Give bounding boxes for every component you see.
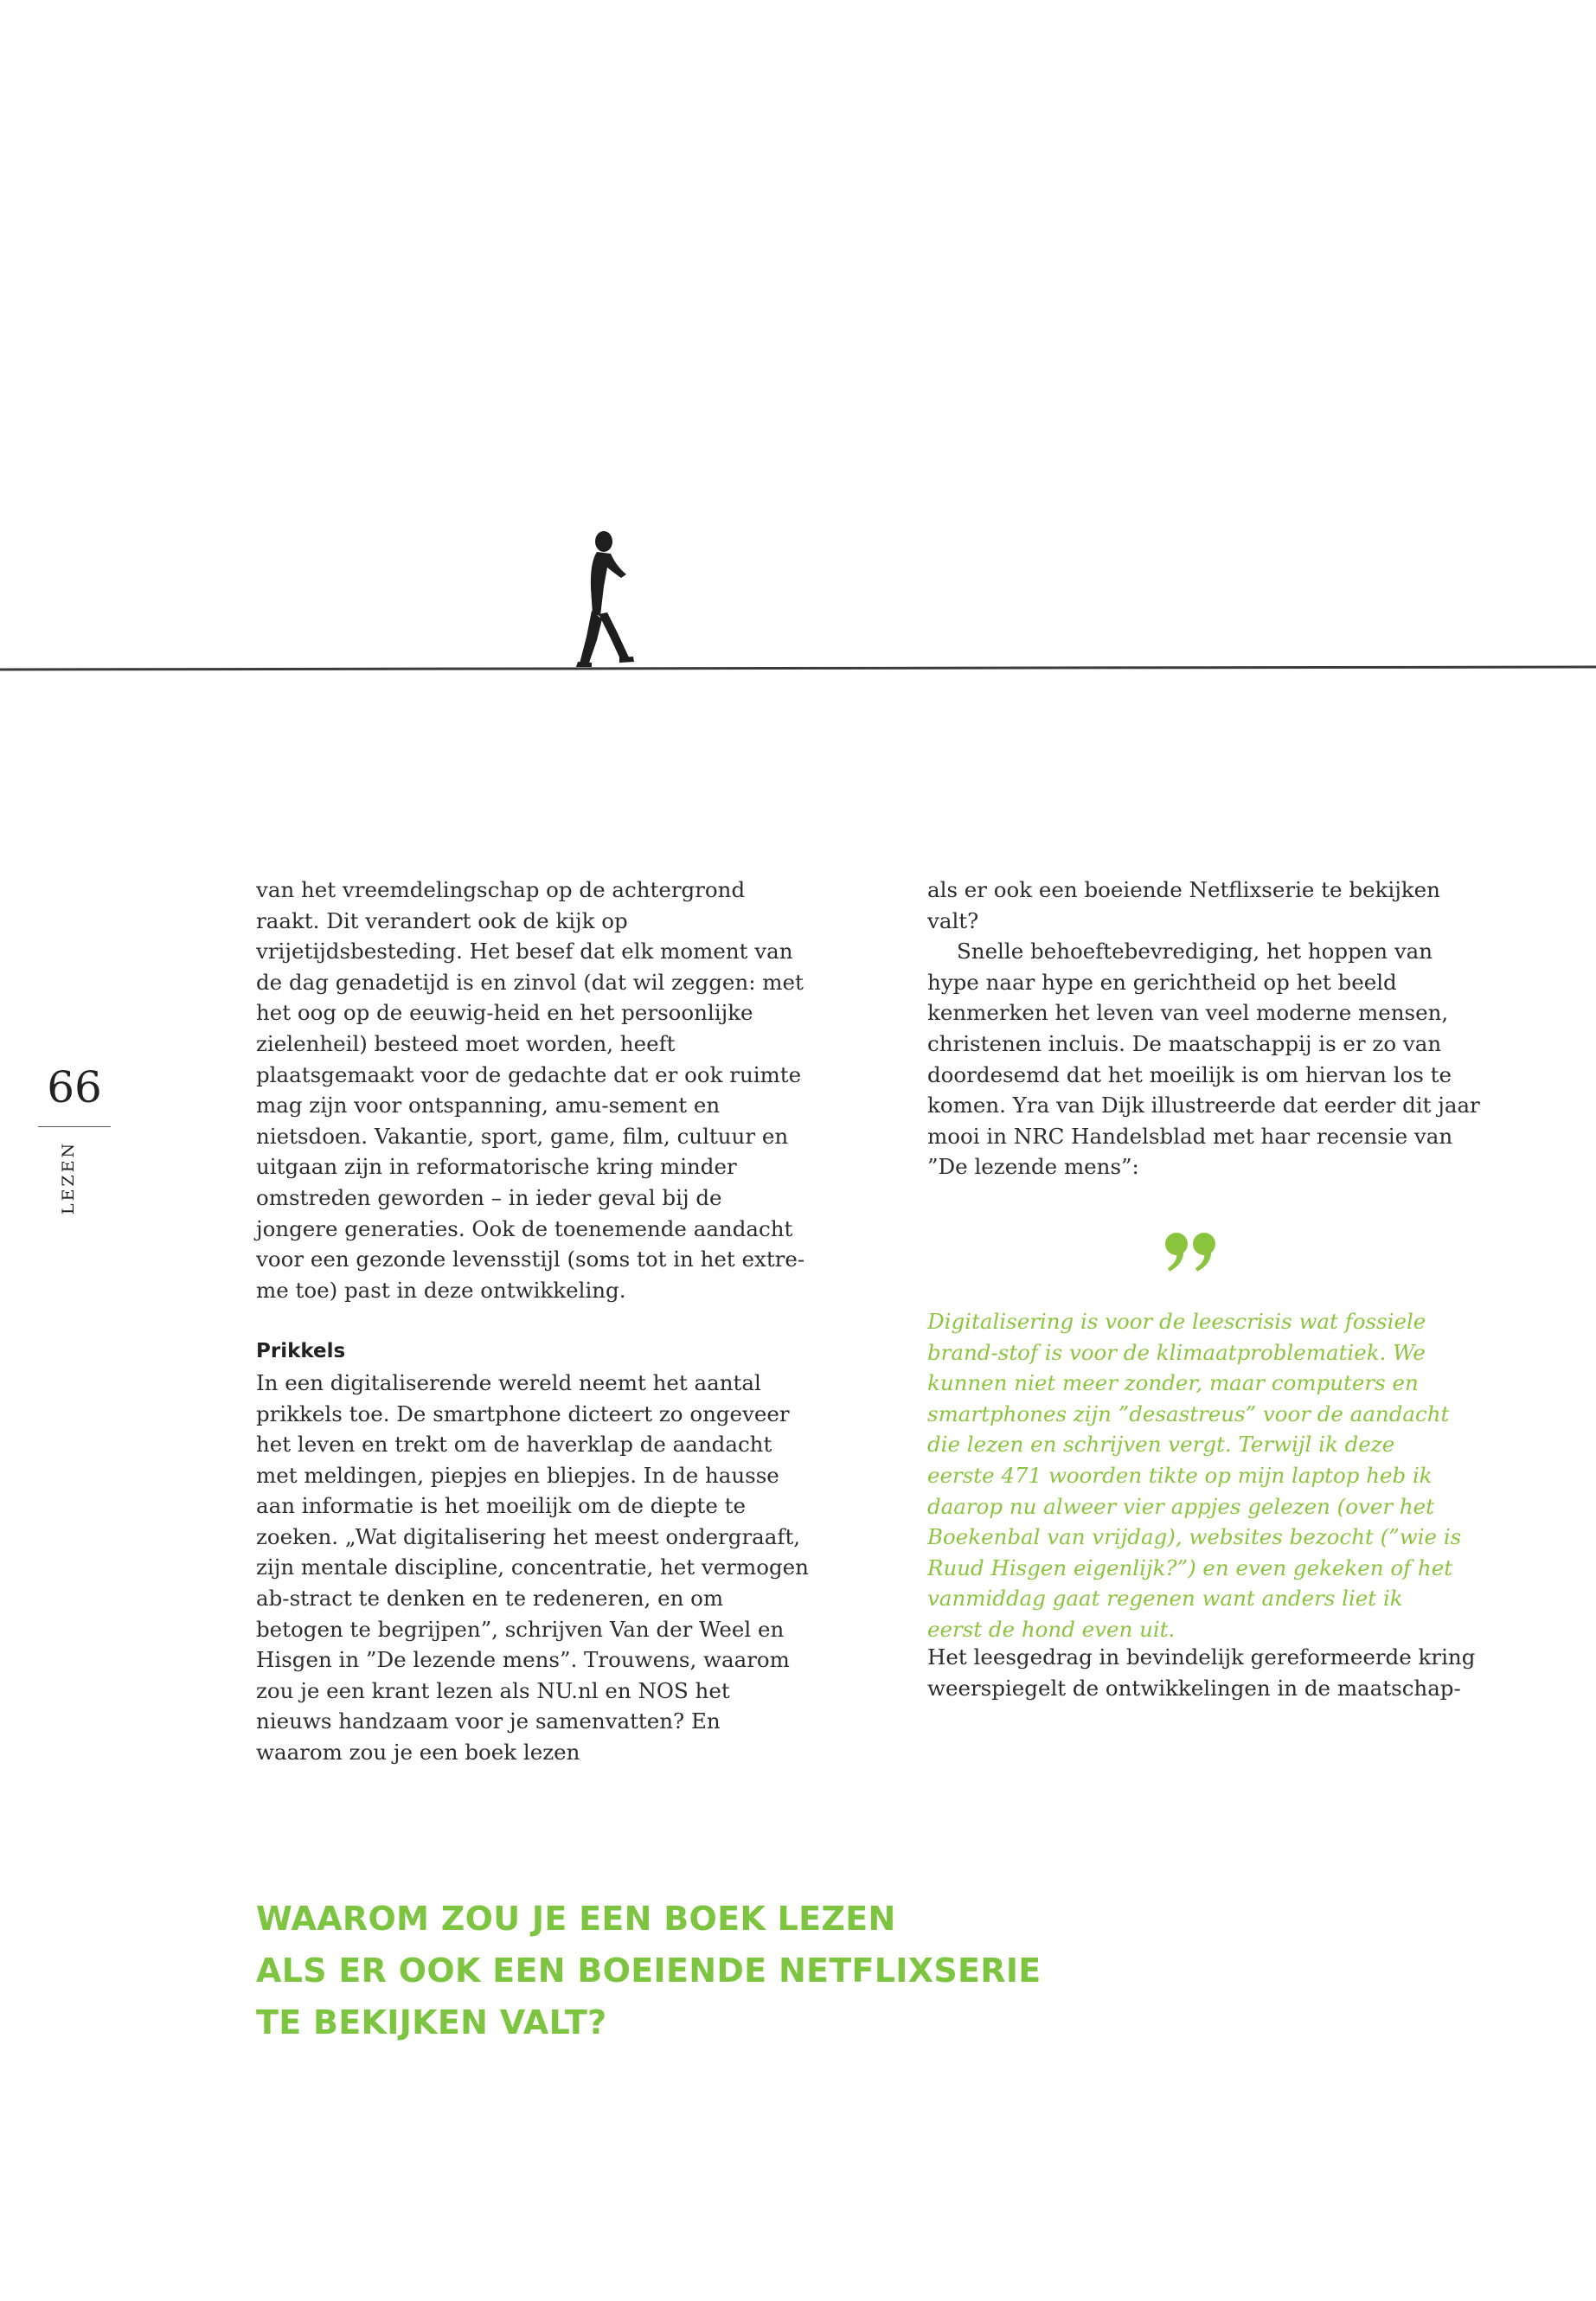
body-paragraph: Snelle behoeftebevrediging, het hoppen van hype naar hype en gerichtheid op het beeld kenmerken het leven van veel moderne mensen, christenen incluis. De maatschappij is er zo van doordesemd dat het moeilijk is om hiervan los te komen. Yra van Dijk illustreerde dat eerder dit jaar mooi in NRC Handelsblad met haar recensie van ”De lezende mens”: [927,939,1480,1180]
walking-man-icon [576,531,634,667]
quotation-mark-icon [1164,1232,1218,1273]
page-number-divider [38,1126,111,1127]
body-paragraph: In een digitaliserende wereld neemt het aantal prikkels toe. De smartphone dicteert zo ongeveer het leven en trekt om de haverklap de aandacht met meldingen, piepjes en bliepjes. In de hausse aan informatie is het moeilijk om de diepte te zoeken. „Wat digitalisering het meest ondergraaft, zijn mentale discipline, concentratie, het vermogen ab-stract te denken en te redeneren, en om betogen te begrijpen”, schrijven Van der Weel en Hisgen in ”De lezende mens”. Trouwens, waarom zou je een krant lezen als NU.nl en NOS het nieuws handzaam voor je samenvatten? En waarom zou je een boek lezen [256,1369,809,1766]
right-column-continued [927,1642,1481,1703]
left-column [256,875,810,1768]
body-paragraph: als er ook een boeiende Netflixserie te bekijken valt? [927,877,1440,933]
walking-man-illustration [0,484,1596,692]
pull-quote-line: TE BEKIJKEN VALT? [256,2003,607,2041]
block-quote: Digitalisering is voor de leescrisis wat fossiele brand-stof is voor de klimaatproblematiek. We kunnen niet meer zonder, maar computers en smartphones zijn ”desastreus” voor de aandacht die lezen en schrijven vergt. Terwijl ik deze eerste 471 woorden tikte op mijn laptop heb ik daarop nu alweer vier appjes gelezen (over het Boekenbal van vrijdag), websites bezocht (”wie is Ruud Hisgen eigenlijk?”) en even gekeken of het vanmiddag gaat regenen want anders liet ik eerst de hond even uit. [927,1309,1462,1642]
page-number: 66 [47,1062,102,1112]
subheading: Prikkels [256,1340,346,1363]
section-label: LEZEN [59,1140,78,1215]
pull-quote-line: ALS ER OOK EEN BOEIENDE NETFLIXSERIE [256,1952,1042,1990]
body-paragraph: van het vreemdelingschap op de achtergrond raakt. Dit verandert ook de kijk op vrijetijdsbesteding. Het besef dat elk moment van de dag genadetijd is en zinvol (dat wil zeggen: met het oog op de eeuwig-heid en het persoonlijke zielenheil) besteed moet worden, heeft plaatsgemaakt voor de gedachte dat er ook ruimte mag zijn voor ontspanning, amu-sement en nietsdoen. Vakantie, sport, game, film, cultuur en uitgaan zijn in reformatorische kring minder omstreden geworden – in ieder geval bij de jongere generaties. Ook de toenemende aandacht voor een gezonde levensstijl (soms tot in het extre-me toe) past in deze ontwikkeling. [256,877,805,1303]
pull-quote-heading [256,1893,1208,2048]
horizon-line [0,667,1596,670]
right-column [927,875,1481,1183]
body-paragraph: Het leesgedrag in bevindelijk gereformeerde kring weerspiegelt de ontwikkelingen in de maatschap- [927,1644,1476,1701]
pull-quote-line: WAAROM ZOU JE EEN BOEK LEZEN [256,1900,896,1938]
